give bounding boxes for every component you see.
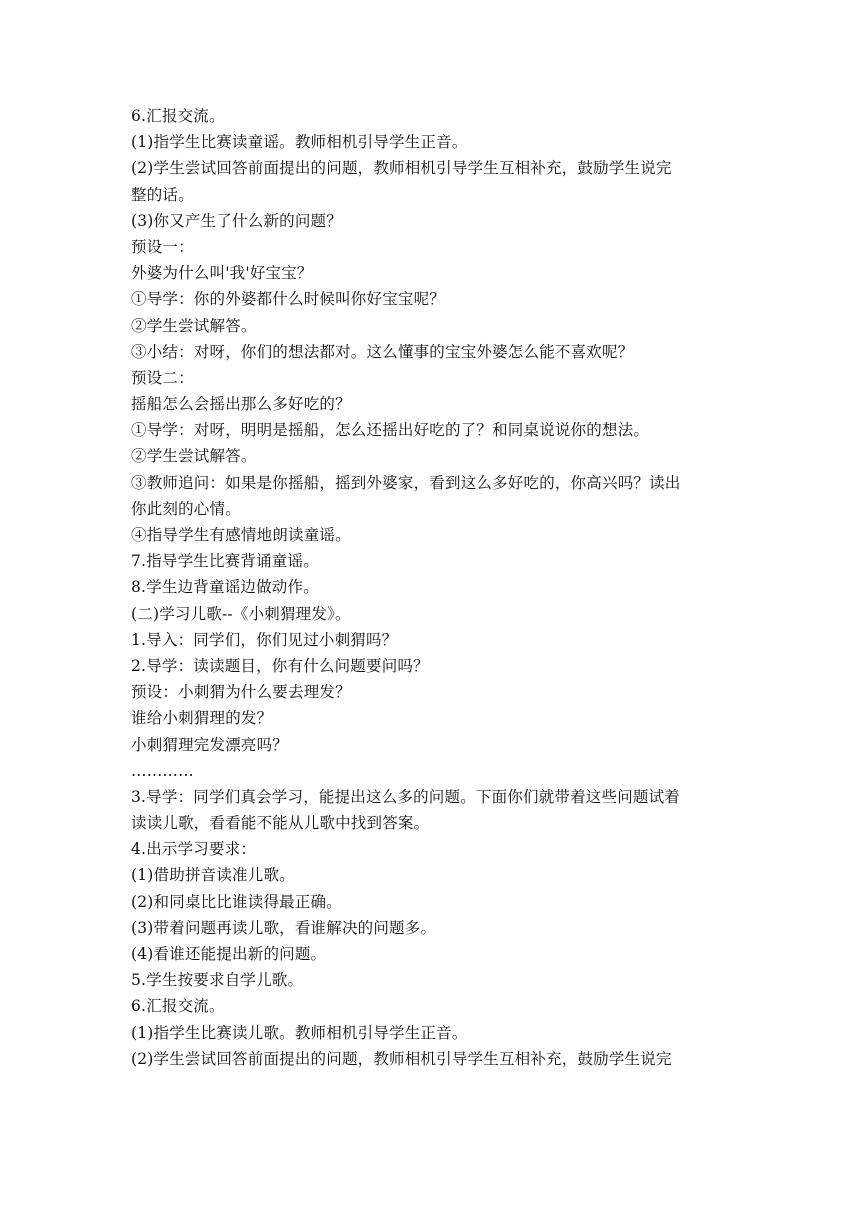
text-line: 你此刻的心情。 <box>131 499 241 518</box>
text-line: ④指导学生有感情地朗读童谣。 <box>131 526 351 544</box>
text-line: (1)指学生比赛读童谣。教师相机引导学生正音。 <box>131 133 468 152</box>
text-line: ①导学：你的外婆都什么时候叫你好宝宝呢？ <box>131 290 446 309</box>
text-line: 5.学生按要求自学儿歌。 <box>131 971 304 990</box>
text-line: (2)学生尝试回答前面提出的问题，教师相机引导学生互相补充，鼓励学生说完 <box>131 1049 672 1068</box>
text-line: 外婆为什么叫'我'好宝宝？ <box>131 264 313 283</box>
text-line: 读读儿歌，看看能不能从儿歌中找到答案。 <box>131 814 430 833</box>
text-line: 摇船怎么会摇出那么多好吃的？ <box>131 395 351 414</box>
text-line: (二)学习儿歌--《小刺猬理发》。 <box>131 604 351 623</box>
text-line: 6.汇报交流。 <box>131 107 225 125</box>
text-line: 谁给小刺猬理的发？ <box>131 709 273 728</box>
text-line: ①导学：对呀，明明是摇船，怎么还摇出好吃的了？和同桌说说你的想法。 <box>131 421 650 440</box>
text-line: ②学生尝试解答。 <box>131 316 257 335</box>
text-line: 整的话。 <box>131 185 194 204</box>
text-line: 预设二： <box>131 368 194 387</box>
text-line: (4)看谁还能提出新的问题。 <box>131 945 327 963</box>
text-line: 预设一： <box>131 237 194 256</box>
text-line: 7.指导学生比赛背诵童谣。 <box>131 552 319 571</box>
text-line: 6.汇报交流。 <box>131 997 225 1016</box>
text-line: (1)指学生比赛读儿歌。教师相机引导学生正音。 <box>131 1023 468 1042</box>
text-line: (2)和同桌比比谁读得最正确。 <box>131 892 342 911</box>
text-line: 3.导学：同学们真会学习，能提出这么多的问题。下面你们就带着这些问题试着 <box>131 787 680 806</box>
text-line: 小刺猬理完发漂亮吗？ <box>131 735 289 754</box>
document-body <box>131 103 736 1072</box>
text-line: 8.学生边背童谣边做动作。 <box>131 578 319 597</box>
text-line: (2)学生尝试回答前面提出的问题，教师相机引导学生互相补充，鼓励学生说完 <box>131 159 672 178</box>
text-line: 4.出示学习要求： <box>131 840 257 859</box>
text-line: 1.导入：同学们，你们见过小刺猬吗？ <box>131 630 398 649</box>
text-line: (3)带着问题再读儿歌，看谁解决的问题多。 <box>131 918 437 937</box>
text-line: ………… <box>131 761 194 780</box>
text-line: (1)借助拼音读准儿歌。 <box>131 866 295 885</box>
text-line: (3)你又产生了什么新的问题？ <box>131 211 342 230</box>
text-line: 预设：小刺猬为什么要去理发？ <box>131 683 351 702</box>
text-line: ③小结：对呀，你们的想法都对。这么懂事的宝宝外婆怎么能不喜欢呢？ <box>131 342 634 361</box>
text-line: ②学生尝试解答。 <box>131 447 257 466</box>
text-line: 2.导学：读读题目，你有什么问题要问吗？ <box>131 656 429 675</box>
text-line: ③教师追问：如果是你摇船，摇到外婆家，看到这么多好吃的，你高兴吗？读出 <box>131 473 681 492</box>
